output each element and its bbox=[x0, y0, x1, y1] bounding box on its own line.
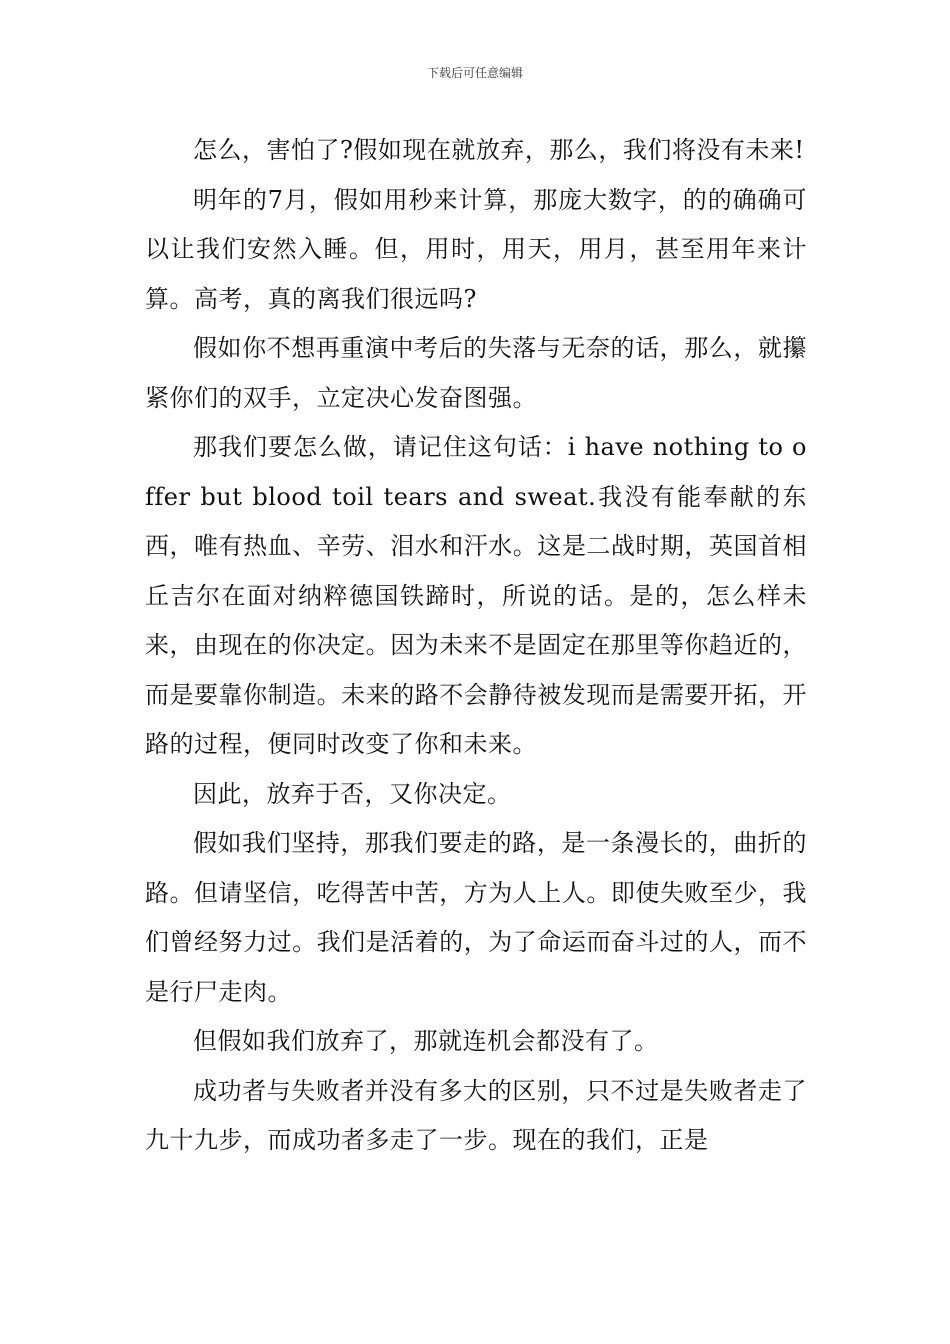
paragraph-6: 假如我们坚持，那我们要走的路，是一条漫长的，曲折的路。但请坚信，吃得苦中苦，方为人上人。即使失败至少，我们曾经努力过。我们是活着的，为了命运而奋斗过的人，而不是行尸走肉。 bbox=[145, 829, 807, 1006]
paragraph-2: 明年的7月，假如用秒来计算，那庞大数字，的的确确可以让我们安然入睡。但，用时，用天，用月，甚至用年来计算。高考，真的离我们很远吗? bbox=[145, 185, 807, 313]
page-header: 下载后可任意编辑 bbox=[426, 66, 523, 80]
paragraph-7: 但假如我们放弃了，那就连机会都没有了。 bbox=[193, 1027, 659, 1055]
paragraph-3: 假如你不想再重演中考后的失落与无奈的话，那么，就攥紧你们的双手，立定决心发奋图强。 bbox=[145, 334, 807, 412]
document-body bbox=[145, 126, 807, 1166]
paragraph-8: 成功者与失败者并没有多大的区别，只不过是失败者走了九十九步，而成功者多走了一步。现在的我们，正是 bbox=[145, 1076, 807, 1154]
paragraph-4: 那我们要怎么做，请记住这句话：i have nothing to offer but blood toil tears and sweat.我没有能奉献的东西，唯有热血、辛劳、泪水和汗水。这是二战时期，英国首相丘吉尔在面对纳粹德国铁蹄时，所说的话。是的，怎么样未来，由现在的你决定。因为未来不是固定在那里等你趋近的，而是要靠你制造。未来的路不会静待被发现而是需要开拓，开路的过程，便同时改变了你和未来。 bbox=[145, 433, 807, 758]
paragraph-5: 因此，放弃于否，又你决定。 bbox=[193, 779, 512, 808]
paragraph-1: 怎么，害怕了?假如现在就放弃，那么，我们将没有未来! bbox=[193, 136, 805, 164]
